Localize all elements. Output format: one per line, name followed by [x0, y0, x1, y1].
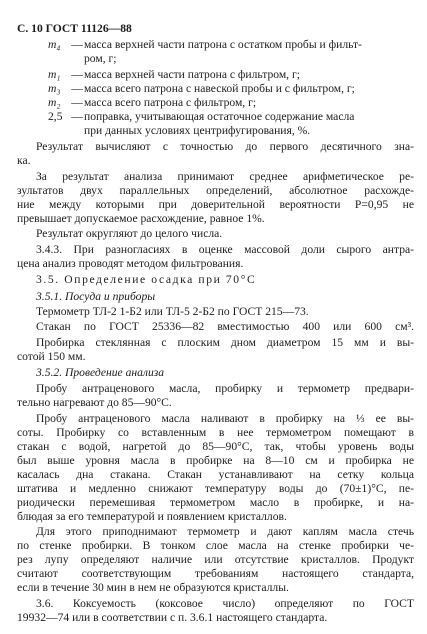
- legend-text: масса всего патрона с навеской пробы и с фильтром, г;: [84, 82, 355, 95]
- body-line: тельно нагревают до 85—90°С.: [17, 396, 172, 409]
- legend-symbol: m₃: [48, 82, 61, 95]
- body-line: Пробу антраценового масла наливают в пробирку на ⅓ ее вы-: [36, 412, 414, 425]
- legend-text: масса всего патрона с фильтром, г;: [84, 96, 257, 109]
- body-line: стакан с водой, нагретой до 85—90°С, так, чтобы уровень воды: [17, 440, 414, 453]
- legend-row: m₃ —масса всего патрона с навеской пробы и с фильтром, г;: [48, 82, 355, 95]
- body-line: Результат вычисляют с точностью до первого десятичного зна-: [36, 140, 414, 153]
- body-line: рез лупу определяют наличие или отсутствие кристаллов. Продукт: [17, 553, 414, 566]
- legend-symbol: m₁: [48, 68, 61, 81]
- body-line: 3.4.3. При разногласиях в оценке массовой доли сырого антра-: [36, 243, 414, 256]
- legend-row: m₄ —масса верхней части патрона с остатком пробы и фильт-: [48, 38, 362, 51]
- section-heading: 3.5. Определение осадка при 70°С: [36, 273, 257, 286]
- legend-row: [84, 124, 414, 138]
- legend-symbol: m₄: [48, 38, 61, 51]
- body-line: Результат округляют до целого числа.: [36, 227, 223, 240]
- body-line: риодически перемешивая термометром масло в пробирке, и на-: [17, 496, 414, 509]
- legend-row: m₂ —масса всего патрона с фильтром, г;: [48, 96, 257, 109]
- legend-text: поправка, учитывающая остаточное содержание масла: [84, 110, 355, 123]
- body-line: Пробирка стеклянная с плоским дном диаметром 15 мм и вы-: [36, 336, 414, 349]
- legend-text: ром, г;: [84, 52, 117, 65]
- body-line: Пробу антраценового масла, пробирку и термометр предвари-: [36, 382, 414, 395]
- body-line: превышает допускаемое расхождение, равное 1%.: [17, 212, 265, 225]
- body-line: Для этого приподнимают термометр и дают каплям масла стечь: [36, 525, 414, 538]
- subsection-heading: 3.5.1. Посуда и приборы: [36, 290, 156, 303]
- body-line: касалась дна стакана. Стакан устанавливают на сетку кольца: [17, 468, 414, 481]
- body-line: цена анализ проводят методом фильтрования.: [17, 257, 244, 270]
- body-line: За результат анализа принимают среднее арифметическое ре-: [36, 170, 414, 183]
- legend-row: [84, 52, 414, 66]
- body-line: зультатов двух параллельных определений, абсолютное расхожде-: [17, 184, 414, 197]
- body-line: был выше уровня масла в пробирке на 8—10 см и пробирка не: [17, 454, 414, 467]
- page-header: С. 10 ГОСТ 11126—88: [17, 22, 132, 35]
- body-line: 19932—74 или в соответствии с п. 3.6.1 настоящего стандарта.: [17, 611, 328, 624]
- body-line: ние между которыми при доверительной вероятности P=0,95 не: [17, 198, 414, 211]
- body-line: сотой 150 мм.: [17, 350, 86, 363]
- body-line: Термометр ТЛ-2 1-Б2 или ТЛ-5 2-Б2 по ГОСТ 215—73.: [36, 305, 309, 318]
- legend-text: при данных условиях центрифугирования, %.: [84, 124, 311, 137]
- legend-text: масса верхней части патрона с фильтром, г;: [84, 68, 300, 81]
- body-line: штатива и медленно снижают температуру воды до (70±1)°С, пе-: [17, 482, 414, 495]
- body-line: считают соответствующим требованиям настоящего стандарта,: [17, 567, 414, 580]
- legend-symbol: 2,5: [48, 110, 63, 123]
- body-line: соты. Пробирку со вставленным в нее термометром помещают в: [17, 426, 414, 439]
- subsection-heading: 3.5.2. Проведение анализа: [36, 366, 165, 379]
- legend-row: m₁ —масса верхней части патрона с фильтром, г;: [48, 68, 300, 81]
- body-line: ка.: [17, 154, 31, 167]
- legend-symbol: m₂: [48, 96, 61, 109]
- body-line: по стенке пробирки. В тонком слое масла на стенке пробирки че-: [17, 539, 414, 552]
- body-line: если в течение 30 мин в нем не образуются кристаллы.: [17, 581, 289, 594]
- legend-text: масса верхней части патрона с остатком пробы и фильт-: [84, 38, 362, 51]
- legend-row: 2,5 —поправка, учитывающая остаточное содержание масла: [48, 110, 355, 123]
- body-line: блюдая за его температурой и появлением кристаллов.: [17, 510, 287, 523]
- body-line: Стакан по ГОСТ 25336—82 вместимостью 400 или 600 см³.: [36, 320, 414, 333]
- body-line: 3.6. Коксуемость (коксовое число) определяют по ГОСТ: [36, 597, 414, 610]
